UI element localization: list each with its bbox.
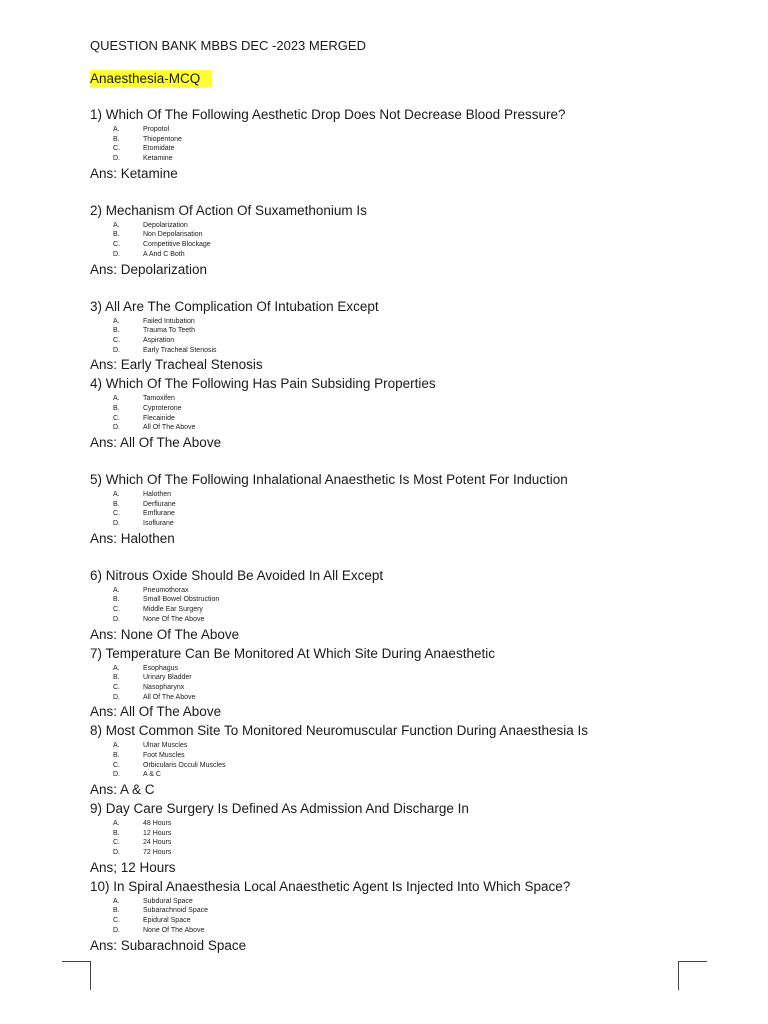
question-text: 6) Nitrous Oxide Should Be Avoided In All Except — [90, 567, 384, 583]
option-text: Halothen — [143, 491, 172, 498]
question-block — [90, 470, 710, 548]
question-block — [90, 201, 710, 279]
option-item — [90, 135, 710, 145]
option-letter: C. — [113, 683, 120, 691]
option-letter: C. — [113, 414, 120, 422]
option-text: Etomidate — [143, 145, 175, 153]
option-item — [90, 423, 710, 433]
option-item — [90, 615, 710, 625]
option-letter: D. — [113, 346, 120, 354]
option-letter: A. — [113, 664, 120, 672]
question-text: 10) In Spiral Anaesthesia Local Anaesthetic Agent Is Injected Into Which Space? — [90, 878, 571, 894]
option-letter: B. — [113, 231, 120, 239]
spacer — [90, 279, 710, 297]
option-item — [90, 673, 710, 683]
option-text: 24 Hours — [143, 839, 172, 847]
option-text: Foot Muscles — [143, 751, 185, 759]
document-page — [90, 37, 710, 955]
option-text: Emflurane — [143, 510, 175, 518]
option-letter: A. — [113, 395, 120, 403]
option-item — [90, 250, 710, 260]
option-item — [90, 394, 710, 404]
option-letter: A. — [113, 491, 120, 498]
option-text: Flecainide — [143, 414, 175, 422]
spacer — [90, 183, 710, 201]
option-list — [90, 490, 710, 529]
option-text: Tamoxifen — [143, 395, 175, 403]
option-letter: A. — [113, 126, 120, 133]
option-letter: C. — [113, 761, 120, 769]
option-letter: C. — [113, 145, 120, 153]
question-block — [90, 877, 710, 955]
option-list — [90, 897, 710, 936]
option-letter: D. — [113, 520, 120, 528]
option-list — [90, 317, 710, 356]
option-letter: D. — [113, 250, 120, 258]
option-item — [90, 490, 710, 500]
question-block — [90, 721, 710, 799]
question-block — [90, 644, 710, 722]
option-list — [90, 394, 710, 433]
option-item — [90, 500, 710, 510]
page-corner-mark-right — [678, 961, 707, 990]
option-item — [90, 519, 710, 529]
option-text: Esophagus — [143, 664, 179, 672]
option-letter: D. — [113, 424, 120, 432]
option-list — [90, 664, 710, 703]
option-item — [90, 414, 710, 424]
option-letter: C. — [113, 606, 120, 614]
option-item — [90, 317, 710, 327]
option-item — [90, 240, 710, 250]
option-item — [90, 838, 710, 848]
option-letter: A. — [113, 742, 120, 750]
answer-text: Ans; 12 Hours — [90, 859, 176, 875]
option-letter: A. — [113, 317, 120, 325]
option-letter: C. — [113, 839, 120, 847]
option-item — [90, 125, 710, 135]
question-block — [90, 566, 710, 644]
spacer — [90, 548, 710, 566]
option-text: Cyproterone — [143, 404, 182, 412]
question-block — [90, 105, 710, 183]
question-text: 9) Day Care Surgery Is Defined As Admission And Discharge In — [90, 801, 469, 816]
option-text: Failed Intubation — [143, 317, 195, 325]
option-item — [90, 829, 710, 839]
option-letter: A. — [113, 820, 120, 827]
option-text: Aspiration — [143, 336, 175, 344]
option-text: 48 Hours — [143, 820, 172, 827]
option-letter: B. — [113, 829, 120, 837]
option-text: Depolarization — [143, 221, 188, 229]
option-letter: D. — [113, 693, 120, 701]
option-item — [90, 683, 710, 693]
option-text: All Of The Above — [143, 424, 196, 432]
question-text: 2) Mechanism Of Action Of Suxamethonium Is — [90, 202, 367, 218]
answer-text: Ans: Subarachnoid Space — [90, 937, 247, 953]
option-text: Epidural Space — [143, 917, 191, 925]
option-letter: A. — [113, 897, 120, 905]
option-text: Thiopentone — [143, 135, 182, 143]
option-text: Competitive Blockage — [143, 241, 211, 249]
option-text: All Of The Above — [143, 693, 196, 701]
answer-text: Ans: Depolarization — [90, 261, 208, 277]
option-item — [90, 326, 710, 336]
option-item — [90, 916, 710, 926]
option-text: Propotol — [143, 126, 170, 133]
question-text: 4) Which Of The Following Has Pain Subsiding Properties — [90, 376, 436, 392]
option-letter: B. — [113, 404, 120, 412]
option-text: Non Depolarisation — [143, 231, 203, 239]
option-item — [90, 926, 710, 936]
question-block — [90, 799, 710, 877]
option-letter: A. — [113, 586, 120, 594]
option-letter: B. — [113, 135, 120, 143]
option-letter: B. — [113, 500, 120, 508]
option-text: Early Tracheal Stenosis — [143, 346, 217, 354]
option-item — [90, 693, 710, 703]
question-text: 8) Most Common Site To Monitored Neuromuscular Function During Anaesthesia Is — [90, 723, 588, 739]
option-item — [90, 761, 710, 771]
option-text: None Of The Above — [143, 615, 205, 623]
option-item — [90, 906, 710, 916]
option-text: Middle Ear Surgery — [143, 606, 203, 614]
answer-text: Ans: Halothen — [90, 530, 175, 546]
option-text: Trauma To Teeth — [143, 327, 196, 335]
spacer — [90, 452, 710, 470]
option-letter: C. — [113, 241, 120, 249]
option-item — [90, 897, 710, 907]
question-text: 7) Temperature Can Be Monitored At Which Site During Anaesthetic — [90, 645, 495, 661]
option-item — [90, 595, 710, 605]
option-item — [90, 144, 710, 154]
option-letter: D. — [113, 849, 120, 857]
option-item — [90, 346, 710, 356]
option-item — [90, 605, 710, 615]
option-letter: B. — [113, 751, 120, 759]
option-text: None Of The Above — [143, 926, 205, 934]
answer-text: Ans: Early Tracheal Stenosis — [90, 357, 263, 373]
answer-text: Ans: All Of The Above — [90, 704, 222, 720]
answer-text: Ans: Ketamine — [90, 165, 178, 181]
option-item — [90, 230, 710, 240]
page-corner-mark-left — [62, 961, 91, 990]
option-text: 12 Hours — [143, 829, 172, 837]
document-title: QUESTION BANK MBBS DEC -2023 MERGED — [90, 38, 366, 53]
option-item — [90, 586, 710, 596]
option-letter: A. — [113, 221, 120, 229]
answer-text: Ans: None Of The Above — [90, 626, 240, 642]
question-list — [90, 105, 710, 955]
option-item — [90, 819, 710, 829]
option-item — [90, 751, 710, 761]
option-item — [90, 848, 710, 858]
option-text: 72 Hours — [143, 849, 172, 857]
option-text: Urinary Bladder — [143, 674, 192, 682]
option-letter: C. — [113, 510, 120, 518]
option-text: Nasopharynx — [143, 683, 185, 691]
option-list — [90, 125, 710, 164]
option-text: Subarachnoid Space — [143, 907, 208, 915]
option-list — [90, 819, 710, 858]
option-text: Ketamine — [143, 155, 173, 163]
option-letter: D. — [113, 615, 120, 623]
option-text: Small Bowel Obstruction — [143, 596, 220, 604]
option-item — [90, 770, 710, 780]
question-text: 5) Which Of The Following Inhalational Anaesthetic Is Most Potent For Induction — [90, 472, 568, 487]
answer-text: Ans: All Of The Above — [90, 435, 222, 450]
option-item — [90, 664, 710, 674]
question-text: 1) Which Of The Following Aesthetic Drop Does Not Decrease Blood Pressure? — [90, 107, 566, 122]
option-item — [90, 509, 710, 519]
option-text: A & C — [143, 771, 161, 779]
option-letter: D. — [113, 926, 120, 934]
question-text: 3) All Are The Complication Of Intubation Except — [90, 298, 379, 314]
option-list — [90, 586, 710, 625]
option-letter: C. — [113, 336, 120, 344]
option-letter: C. — [113, 917, 120, 925]
option-text: Orbicularis Occuli Muscles — [143, 761, 226, 769]
option-text: Pneumothorax — [143, 586, 189, 594]
option-item — [90, 741, 710, 751]
option-letter: D. — [113, 771, 120, 779]
option-text: Subdural Space — [143, 897, 193, 905]
option-letter: B. — [113, 596, 120, 604]
option-list — [90, 221, 710, 260]
option-list — [90, 741, 710, 780]
option-text: Derflurane — [143, 500, 176, 508]
section-heading: Anaesthesia-MCQ — [90, 70, 212, 87]
option-letter: D. — [113, 155, 120, 163]
option-item — [90, 404, 710, 414]
option-text: Isoflurane — [143, 520, 174, 528]
option-item — [90, 336, 710, 346]
option-letter: B. — [113, 327, 120, 335]
question-block — [90, 297, 710, 375]
option-letter: B. — [113, 907, 120, 915]
option-letter: B. — [113, 674, 120, 682]
question-block — [90, 374, 710, 452]
answer-text: Ans: A & C — [90, 782, 155, 797]
option-text: Ulnar Muscles — [143, 742, 188, 750]
option-text: A And C Both — [143, 250, 185, 258]
option-item — [90, 221, 710, 231]
option-item — [90, 154, 710, 164]
